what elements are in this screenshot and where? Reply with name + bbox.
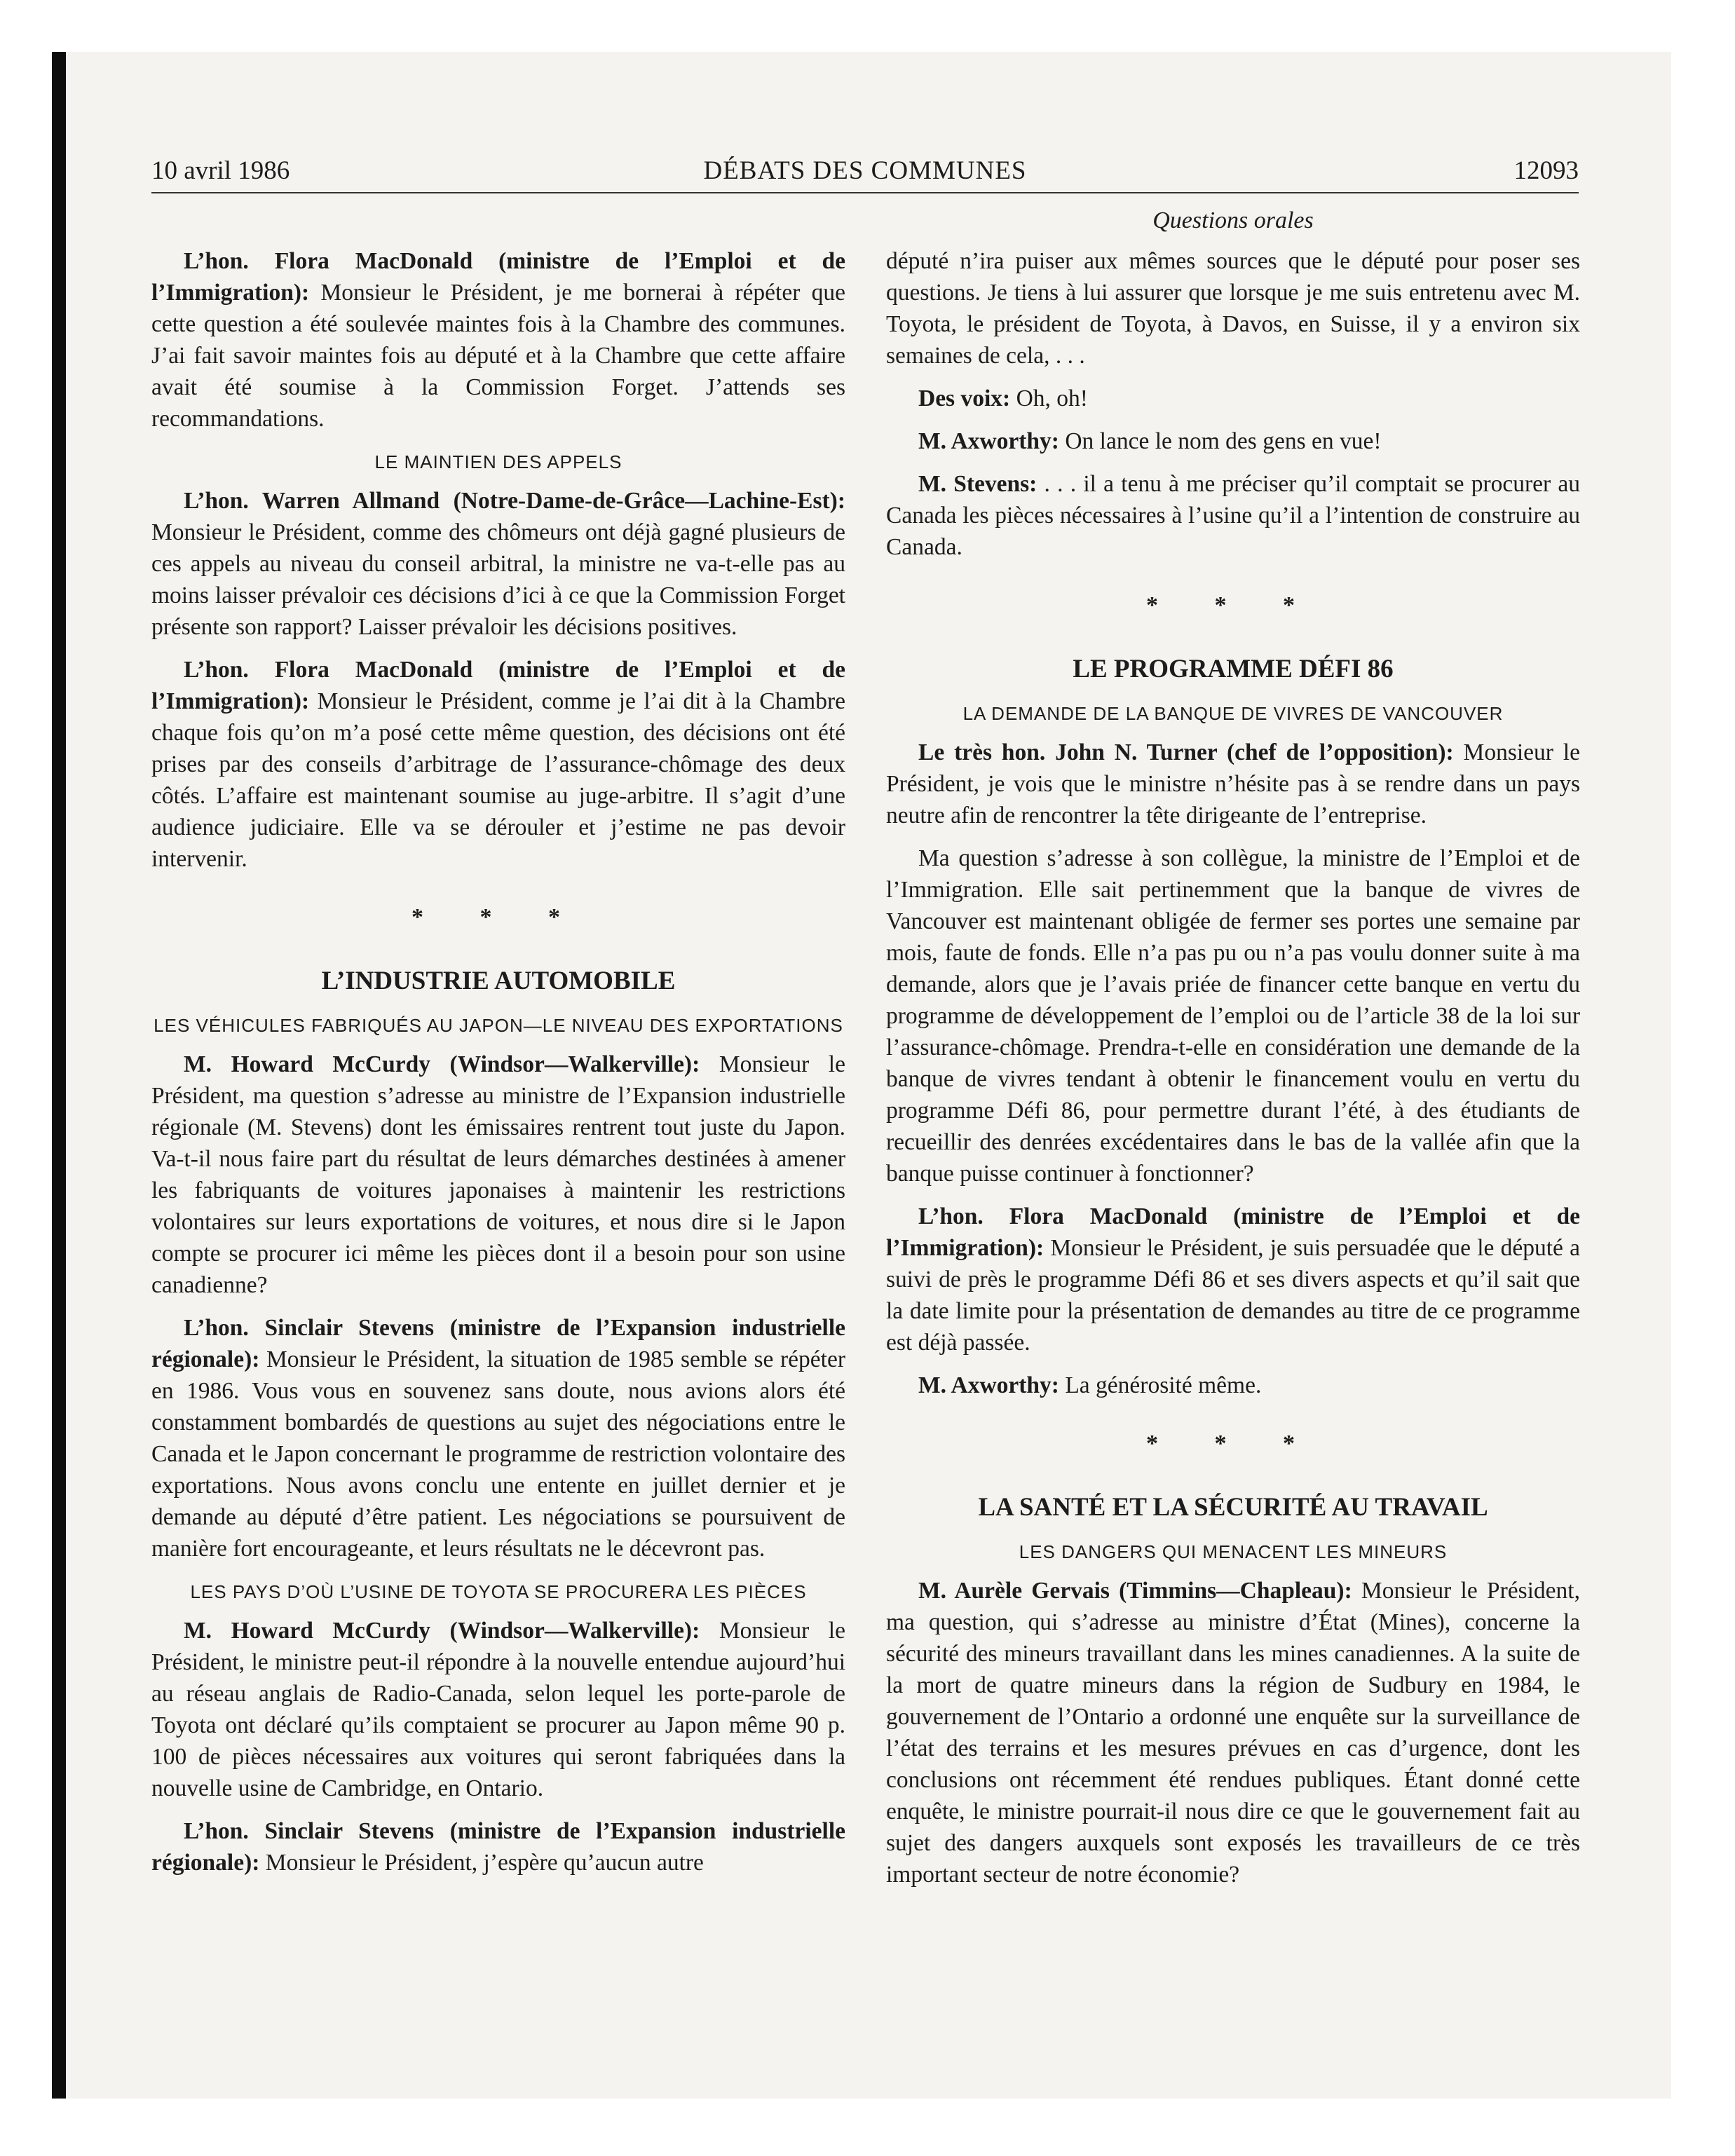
speech: Monsieur le Président, je me bornerai à répéter que cette question a été soulevée maintes fois à la Chambre des communes. J’ai fait savoir maintes fois au député et à la Chambre que cette affaire avait été soumise à la Commission Forget. J’attends ses recommandations. (151, 280, 845, 432)
speaker: L’hon. Sinclair Stevens (ministre de l’Expansion industrielle régionale): (151, 1818, 845, 1876)
speaker: M. Axworthy: (918, 1372, 1059, 1398)
rubric: LES VÉHICULES FABRIQUÉS AU JAPON—LE NIVEAU DES EXPORTATIONS (154, 1015, 843, 1036)
section-label: Questions orales (1152, 207, 1314, 233)
speaker: M. Aurèle Gervais (Timmins—Chapleau): (918, 1578, 1352, 1604)
speaker: M. Howard McCurdy (Windsor—Walkerville): (184, 1618, 700, 1644)
speech: Monsieur le Président, comme je l’ai dit à la Chambre chaque fois qu’on m’a posé cette même question, des décisions ont été prises par des conseils d’arbitrage de l’assurance-chômage des deux côtés. L’affaire est maintenant soumise au juge-arbitre. Il s’agit d’une audience judiciaire. Elle va se dérouler et j’estime ne pas devoir intervenir. (151, 688, 845, 872)
section-title: L’INDUSTRIE AUTOMOBILE (321, 967, 676, 995)
right-column (886, 205, 1580, 1902)
speaker: L’hon. Flora MacDonald (ministre de l’Emploi et de l’Immigration): (886, 1203, 1580, 1261)
speech: On lance le nom des gens en vue! (1059, 428, 1382, 454)
rubric: LES PAYS D’OÙ L’USINE DE TOYOTA SE PROCURERA LES PIÈCES (190, 1581, 807, 1602)
paragraph (151, 245, 845, 435)
paragraph (886, 737, 1580, 831)
speaker: M. Axworthy: (918, 428, 1059, 454)
paragraph (886, 1201, 1580, 1358)
speech: Monsieur le Président, ma question s’adresse au ministre de l’Expansion industrielle régionale (M. Stevens) dont les émissaires rentrent tout juste du Japon. Va-t-il nous faire part du résultat de leurs démarches destinées à amener les fabriquants de voitures japonaises à maintenir les restrictions volontaires sur leurs exportations de voitures, et nous dire si le Japon compte se procurer ici même les pièces dont il a besoin pour son usine canadienne? (151, 1051, 845, 1298)
paragraph (886, 842, 1580, 1189)
paragraph (886, 425, 1580, 457)
speech: La générosité même. (1059, 1372, 1262, 1398)
speaker: M. Stevens: (918, 471, 1037, 497)
section-separator: * * * (411, 904, 585, 930)
rubric: LA DEMANDE DE LA BANQUE DE VIVRES DE VANCOUVER (962, 703, 1504, 724)
column-spacer (151, 205, 845, 245)
speech: Monsieur le Président, j’espère qu’aucun autre (259, 1850, 704, 1876)
paragraph (151, 654, 845, 875)
speaker: L’hon. Flora MacDonald (ministre de l’Emploi et de l’Immigration): (151, 657, 845, 714)
paragraph (886, 245, 1580, 371)
rubric: LE MAINTIEN DES APPELS (374, 451, 622, 472)
paragraph (151, 1049, 845, 1301)
speech: . . . il a tenu à me préciser qu’il comptait se procurer au Canada les pièces nécessaires à l’usine qu’il a l’intention de construire au Canada. (886, 471, 1581, 560)
section-title: LE PROGRAMME DÉFI 86 (1073, 655, 1394, 683)
speech: Monsieur le Président, je suis persuadée que le député a suivi de près le programme Défi 86 et ses divers aspects et qu’il sait que la date limite pour la présentation de demandes au titre de ce programme est déjà passée. (886, 1235, 1580, 1356)
paragraph (886, 468, 1580, 563)
paragraph (886, 1370, 1580, 1401)
paragraph (886, 383, 1580, 414)
header-page-number: 12093 (1513, 156, 1579, 185)
rubric: LES DANGERS QUI MENACENT LES MINEURS (1019, 1541, 1448, 1562)
section-separator: * * * (1146, 592, 1320, 618)
header-title: DÉBATS DES COMMUNES (703, 156, 1027, 185)
paragraph (151, 485, 845, 643)
speech: Ma question s’adresse à son collègue, la ministre de l’Emploi et de l’Immigration. Elle sait pertinemment que la banque de vivres de Vancouver est maintenant obligée de fermer ses portes une semaine par mois, faute de fonds. Elle n’a pas pu ou n’a pas voulu donner suite à ma demande, alors que je l’avais priée de financer cette banque en vertu du programme de développement de l’emploi ou de l’article 38 de la loi sur l’assurance-chômage. Prendra-t-elle en considération une demande de la banque de vivres tendant à obtenir le financement voulu en vertu du programme Défi 86, pour permettre durant l’été, à des étudiants de recueillir des denrées excédentaires dans le bas de la vallée afin que la banque puisse continuer à fonctionner? (886, 845, 1580, 1187)
speaker: L’hon. Sinclair Stevens (ministre de l’Expansion industrielle régionale): (151, 1315, 845, 1372)
header-date: 10 avril 1986 (151, 156, 290, 185)
page-header (151, 153, 1579, 193)
speech: Monsieur le Président, je vois que le ministre n’hésite pas à se rendre dans un pays neutre afin de rencontrer la tête dirigeante de l’entreprise. (886, 739, 1580, 828)
left-column (151, 205, 845, 1890)
speaker: Le très hon. John N. Turner (chef de l’opposition): (918, 739, 1454, 765)
speech: Oh, oh! (1010, 386, 1088, 411)
scan-edge-bar (52, 52, 66, 2099)
speech: Monsieur le Président, ma question, qui s’adresse au ministre d’État (Mines), concerne la sécurité des mineurs travaillant dans les mines canadiennes. A la suite de la mort de quatre mineurs dans la région de Sudbury en 1984, le gouvernement de l’Ontario a ordonné une enquête sur la surveillance de l’état des terrains et les mesures prévues en cas d’urgence, dont les conclusions ont récemment été rendues publiques. Étant donné cette enquête, le ministre pourrait-il nous dire ce que le gouvernement fait au sujet des dangers auxquels sont exposés les travailleurs de ce très important secteur de notre économie? (886, 1578, 1580, 1888)
paragraph (151, 1815, 845, 1878)
section-title: LA SANTÉ ET LA SÉCURITÉ AU TRAVAIL (978, 1493, 1488, 1522)
speech: Monsieur le Président, le ministre peut-il répondre à la nouvelle entendue aujourd’hui au réseau anglais de Radio-Canada, selon lequel les porte-parole de Toyota ont déclaré qu’ils comptaient se procurer au Japon même 90 p. 100 de pièces nécessaires aux voitures qui seront fabriquées dans la nouvelle usine de Cambridge, en Ontario. (151, 1618, 845, 1801)
paragraph (886, 1575, 1580, 1890)
speech: Monsieur le Président, comme des chômeurs ont déjà gagné plusieurs de ces appels au niveau du conseil arbitral, la ministre ne va-t-elle pas au moins laisser prévaloir ces décisions d’ici à ce que la Commission Forget présente son rapport? Laisser prévaloir les décisions positives. (151, 519, 845, 640)
section-separator: * * * (1146, 1431, 1320, 1456)
speaker: M. Howard McCurdy (Windsor—Walkerville): (184, 1051, 700, 1077)
paragraph (151, 1312, 845, 1564)
speaker: L’hon. Flora MacDonald (ministre de l’Emploi et de l’Immigration): (151, 248, 845, 306)
speech: député n’ira puiser aux mêmes sources que le député pour poser ses questions. Je tiens à lui assurer que lorsque je me suis entretenu avec M. Toyota, le président de Toyota, à Davos, en Suisse, il y a environ six semaines de cela, . . . (886, 248, 1580, 369)
paragraph (151, 1615, 845, 1804)
speaker: L’hon. Warren Allmand (Notre-Dame-de-Grâce—Lachine-Est): (184, 488, 845, 514)
speech: Monsieur le Président, la situation de 1985 semble se répéter en 1986. Vous vous en souvenez sans doute, nous avions alors été constamment bombardés de questions au sujet des négociations entre le Canada et le Japon concernant le programme de restriction volontaire des exportations. Nous avons conclu une entente en juillet dernier et je demande au député d’être patient. Les négociations se poursuivent de manière fort encourageante, et leurs résultats ne le décevront pas. (151, 1346, 845, 1562)
speaker: Des voix: (918, 386, 1011, 411)
